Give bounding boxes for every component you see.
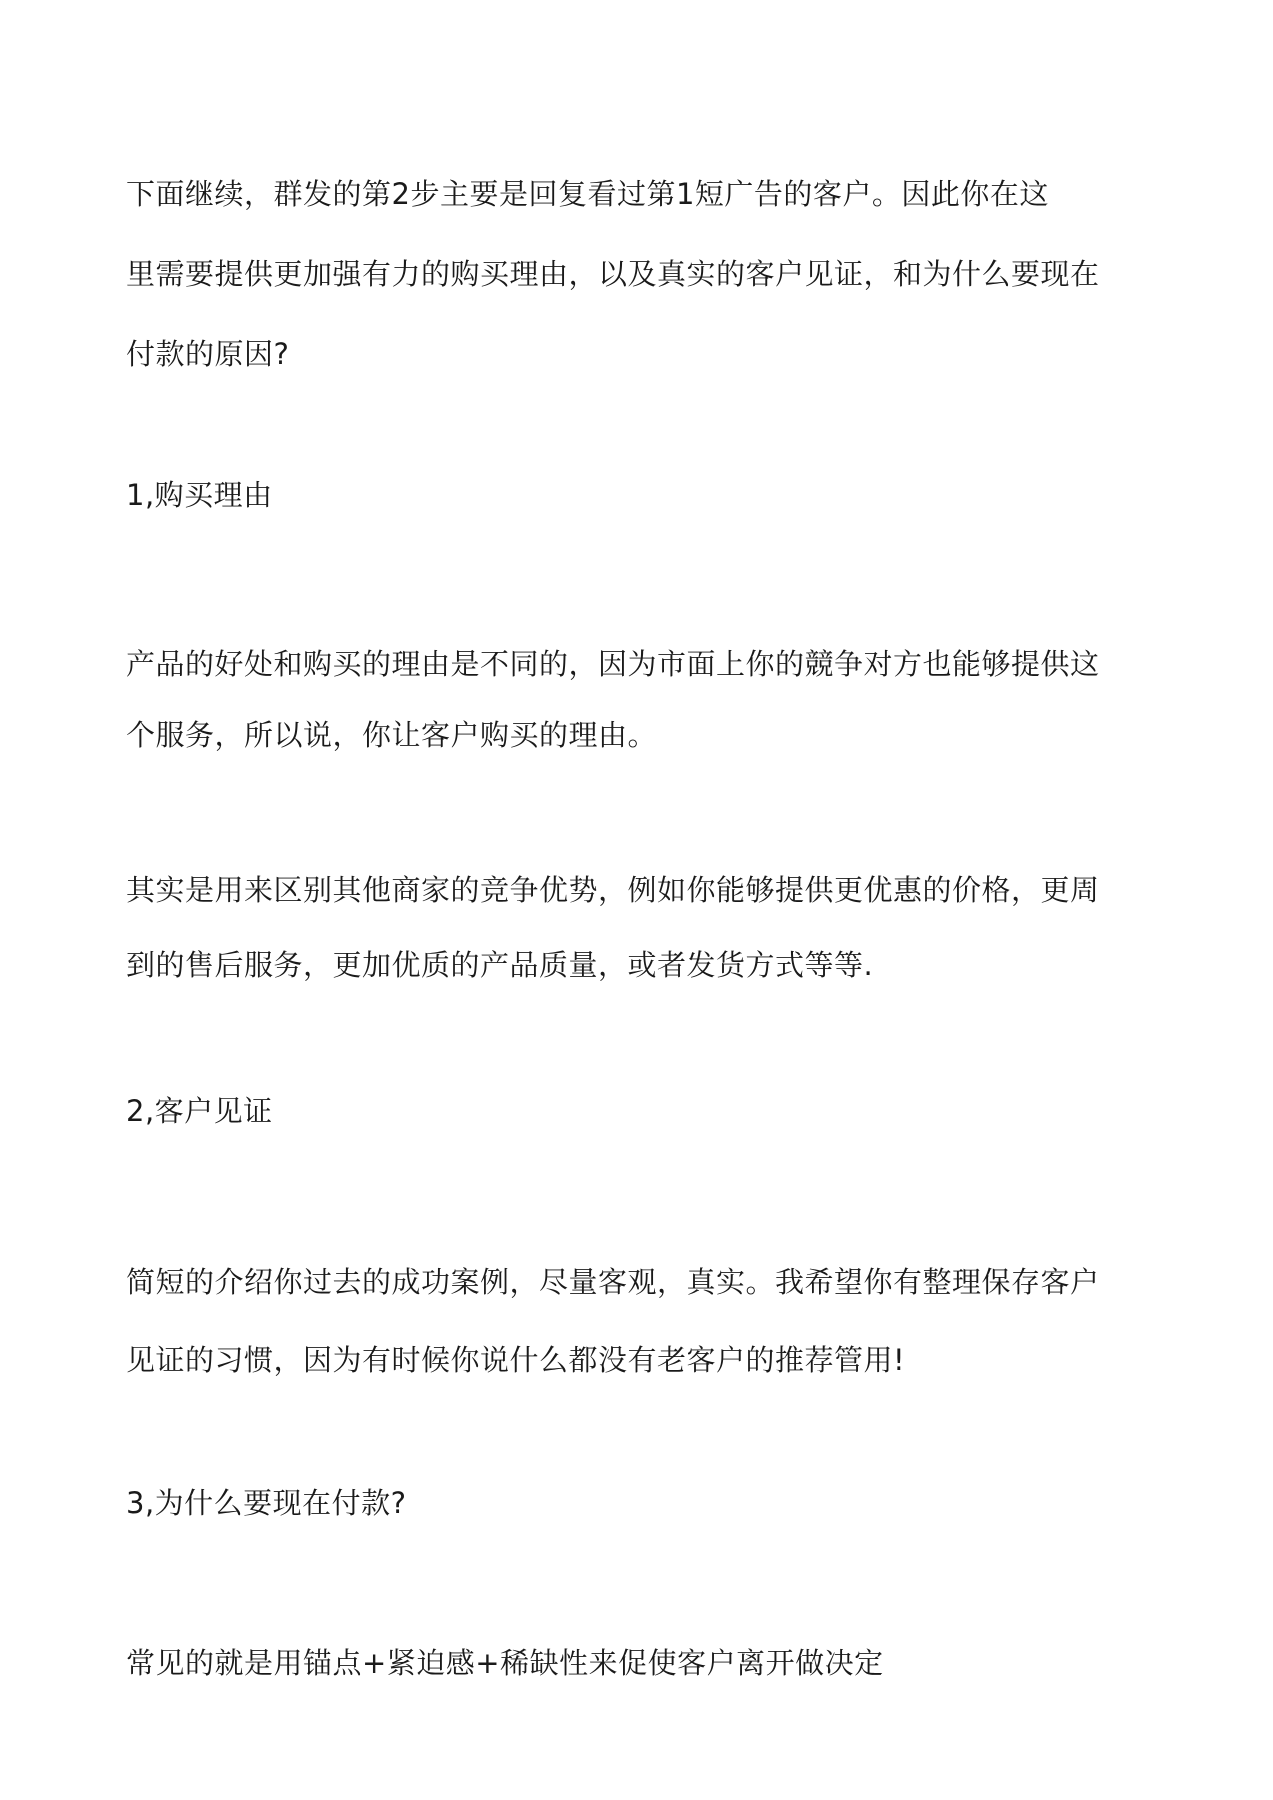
intro-line-2: 里需要提供更加强有力的购买理由，以及真实的客户见证，和为什么要现在: [126, 257, 1100, 291]
section-3-paragraph-line-1: 常见的就是用锚点+紧迫感+稀缺性来促使客户离开做决定: [126, 1646, 884, 1680]
section-3-heading: 3,为什么要现在付款?: [126, 1486, 407, 1520]
section-1-paragraph-2-line-2: 到的售后服务，更加优质的产品质量，或者发货方式等等.: [126, 948, 874, 982]
section-1-paragraph-2-line-1: 其实是用来区别其他商家的竞争优势，例如你能够提供更优惠的价格，更周: [126, 873, 1100, 907]
section-1-paragraph-1-line-2: 个服务，所以说，你让客户购买的理由。: [126, 718, 658, 752]
section-1-paragraph-1-line-1: 产品的好处和购买的理由是不同的，因为市面上你的競争对方也能够提供这: [126, 647, 1100, 681]
section-2-heading: 2,客户见证: [126, 1094, 273, 1128]
intro-line-3: 付款的原因?: [126, 337, 290, 371]
section-2-paragraph-line-2: 见证的习惯，因为有时候你说什么都没有老客户的推荐管用!: [126, 1343, 906, 1377]
section-2-paragraph-line-1: 简短的介绍你过去的成功案例，尽量客观，真实。我希望你有整理保存客户: [126, 1265, 1100, 1299]
section-1-heading: 1,购买理由: [126, 478, 273, 512]
intro-line-1: 下面继续，群发的第2步主要是回复看过第1短广告的客户。因此你在这: [126, 177, 1049, 211]
